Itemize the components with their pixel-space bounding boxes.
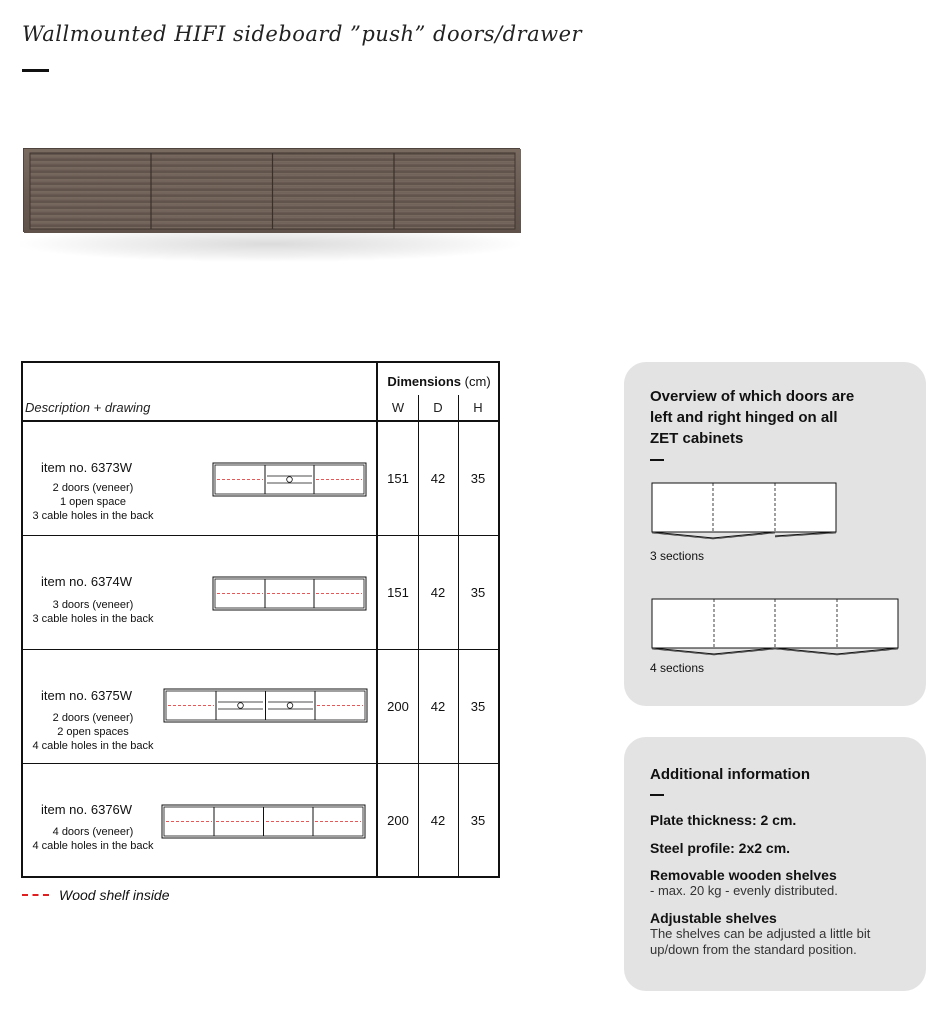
item-detail: 3 doors (veneer): [52, 599, 134, 611]
width-value: 200: [387, 699, 409, 714]
table-row: [23, 650, 498, 764]
dimensions-header: [379, 374, 499, 389]
item-detail: 4 cable holes in the back: [32, 740, 154, 752]
item-detail: 4 cable holes in the back: [32, 840, 154, 852]
dimensions-label: Dimensions: [387, 374, 462, 389]
table-row: [23, 764, 498, 878]
legend: [22, 887, 170, 903]
info-item: [650, 867, 910, 899]
item-number: item no. 6373W: [41, 460, 133, 475]
panel-divider: [650, 459, 664, 461]
item-detail: 2 doors (veneer): [52, 712, 134, 724]
legend-label: Wood shelf inside: [59, 887, 170, 903]
panel-title-line: Overview of which doors are: [650, 388, 855, 405]
width-value: 151: [387, 471, 409, 486]
column-w-header: W: [391, 400, 405, 415]
column-h-header: H: [473, 400, 483, 415]
legend-dashed-line-icon: [22, 894, 49, 896]
depth-value: 42: [430, 699, 446, 714]
item-number: item no. 6374W: [41, 574, 133, 589]
column-d-header: D: [433, 400, 443, 415]
info-heading: Adjustable shelves: [650, 910, 777, 926]
item-detail: 3 cable holes in the back: [32, 510, 154, 522]
sideboard-illustration: [24, 149, 521, 233]
sideboard-image: [23, 148, 520, 232]
table-row: [23, 422, 498, 536]
cabinet-drawing: [212, 462, 368, 498]
dimensions-unit: (cm): [464, 374, 491, 389]
cabinet-drawing: [161, 804, 367, 840]
info-item: [650, 840, 910, 856]
description-header: Description + drawing: [25, 400, 151, 415]
info-item: [650, 812, 910, 828]
info-text: The shelves can be adjusted a little bit up/down from the standard position.: [650, 926, 871, 957]
table-row: [23, 536, 498, 650]
width-value: 200: [387, 813, 409, 828]
depth-value: 42: [430, 813, 446, 828]
info-item: [650, 910, 910, 958]
depth-value: 42: [430, 471, 446, 486]
additional-info-panel: [624, 737, 926, 991]
height-value: 35: [470, 813, 486, 828]
panel-divider: [650, 794, 664, 796]
item-number: item no. 6375W: [41, 688, 133, 703]
diagram-caption: 3 sections: [650, 549, 705, 563]
width-value: 151: [387, 585, 409, 600]
item-detail: 2 open spaces: [57, 726, 129, 738]
four-section-hinge-diagram: [651, 598, 900, 656]
info-heading: Plate thickness: 2 cm.: [650, 812, 797, 828]
panel-title-line: left and right hinged on all: [650, 409, 838, 426]
height-value: 35: [470, 699, 486, 714]
cabinet-drawing: [212, 576, 368, 612]
cabinet-drawing: [163, 688, 369, 724]
three-section-hinge-diagram: [651, 482, 838, 540]
height-value: 35: [470, 471, 486, 486]
title-divider: [22, 69, 49, 72]
height-value: 35: [470, 585, 486, 600]
item-detail: 3 cable holes in the back: [32, 613, 154, 625]
item-detail: 1 open space: [59, 496, 127, 508]
spec-table: [21, 361, 500, 878]
diagram-caption: 4 sections: [650, 661, 705, 675]
panel-title: Additional information: [650, 766, 810, 783]
info-heading: Steel profile: 2x2 cm.: [650, 840, 791, 856]
info-text: - max. 20 kg - evenly distributed.: [650, 883, 838, 898]
hinge-overview-panel: [624, 362, 926, 706]
depth-value: 42: [430, 585, 446, 600]
info-heading: Removable wooden shelves: [650, 867, 837, 883]
item-detail: 4 doors (veneer): [52, 826, 134, 838]
page-title: Wallmounted HIFI sideboard ”push” doors/drawer: [22, 22, 583, 46]
item-number: item no. 6376W: [41, 802, 133, 817]
item-detail: 2 doors (veneer): [52, 482, 134, 494]
panel-title-line: ZET cabinets: [650, 430, 744, 447]
